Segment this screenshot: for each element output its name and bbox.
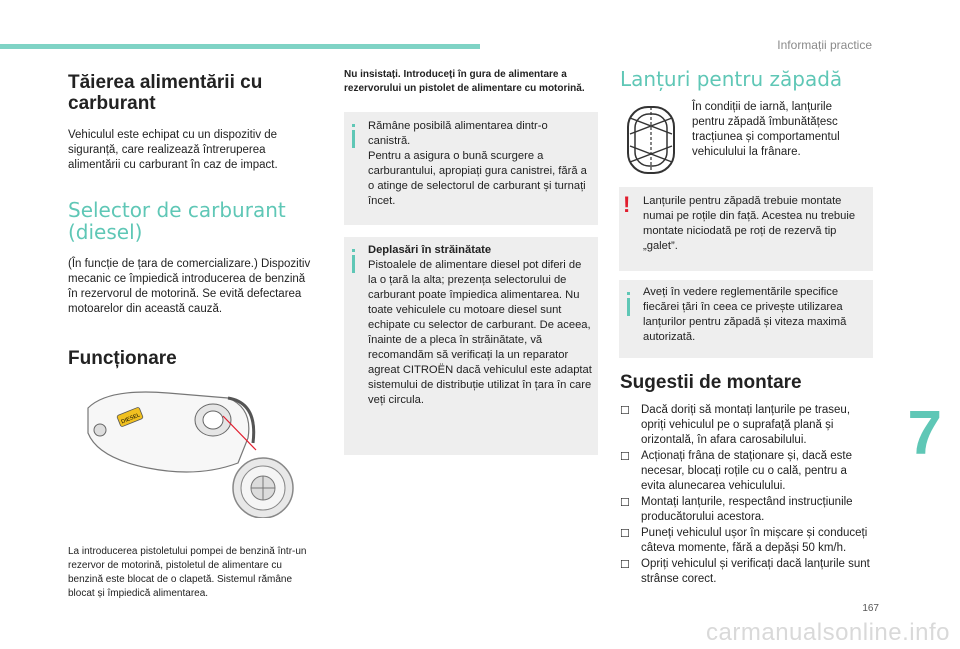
abroad-info-box [344,237,598,455]
operation-title: Funcționare [68,348,177,369]
important-note: Nu insistați. Introduceți în gura de alimentare a rezervorului un pistolet de alimentare cu motorină. [344,69,585,94]
checkbox-icon: ☐ [620,528,630,540]
warning-icon: ! [623,192,631,217]
list-item: ☐ Montați lanțurile, respectând instrucțiunile producătorului acestora. [620,496,853,523]
checkbox-icon: ☐ [620,451,630,463]
fuel-cutoff-title: Tăierea alimentării cu carburant [68,72,263,114]
page-number: 167 [862,603,879,614]
abroad-info-text: Pistoalele de alimentare diesel pot diferi de la o țară la alta; prezența selectorului de carburant poate împiedica alimentarea. Nu toate vehiculele cu motoare diesel sunt echipate cu selector de carburant. De aceea, înainte de a pleca în străinătate, vă recomandăm să verificați la un reparator agreat CITROËN dacă vehiculul este adaptat sistemului de distribuție utilizat în țara în care veți circula. [368,259,592,406]
chapter-number: 7 [907,399,942,468]
list-item: ☐ Puneți vehiculul ușor în mișcare și conduceți câteva momente, fără a depăși 50 km/h. [620,527,868,554]
fuel-cutoff-text: Vehiculul este echipat cu un dispozitiv de siguranță, care realizează întreruperea alimentării cu carburant în caz de impact. [68,129,278,171]
snow-chains-warning-text: Lanțurile pentru zăpadă trebuie montate numai pe roțile din față. Acestea nu trebuie montate niciodată pe roți de rezervă tip „galet”. [643,195,856,252]
illustration-caption: La introducerea pistoletului pompei de benzină într-un rezervor de motorină, pistoletul de alimentare cu benzină este blocat de o clapetă. Sistemul rămâne blocat și împiedică alimentarea. [68,546,307,599]
checkbox-icon: ☐ [620,559,630,571]
fuel-selector-text: (În funcție de țara de comercializare.) Dispozitiv mecanic ce împiedică introducerea de benzină în rezervorul de motorină. Se evită defectarea motoarelor din această cauză. [68,258,311,315]
mounting-tips-list [620,403,870,588]
checkbox-icon: ☐ [620,405,630,417]
regulations-info-text: Aveți în vedere reglementările specifice fiecărei țări în ceea ce privește utilizarea lanțurilor pentru zăpadă și viteza maximă autorizată. [643,286,847,343]
info-icon-bar [352,130,355,148]
info-icon-dot [352,124,355,127]
fuel-selector-title: Selector de carburant (diesel) [68,198,286,244]
fuel-selector-illustration [78,388,308,518]
canister-info-text: Rămâne posibilă alimentarea dintr-o canistră. Pentru a asigura o bună scurgere a carburantului, apropiați gura canistrei, fără a o atinge de selectorul de carburant și turnați încet. [368,120,587,207]
snow-chain-icon [622,104,680,176]
info-icon-dot [627,292,630,295]
list-item: ☐ Dacă doriți să montați lanțurile pe traseu, opriți vehiculul pe o suprafață plană și orizontală, în afara carosabilului. [620,404,851,446]
canister-info-box [344,112,598,225]
diesel-tag-label: DIESEL [120,412,141,426]
regulations-info-box [619,280,873,358]
section-label: Informații practice [777,38,872,52]
info-icon-dot [352,249,355,252]
mounting-tips-title: Sugestii de montare [620,372,802,393]
abroad-info-title: Deplasări în străinătate [368,244,492,256]
watermark: carmanualsonline.info [706,619,950,646]
snow-chains-intro: În condiții de iarnă, lanțurile pentru zăpadă îmbunătățesc tracțiunea și comportamentul vehiculului la frânare. [692,101,840,158]
top-accent-bar [0,44,480,49]
left-column [68,72,313,317]
checkbox-icon: ☐ [620,497,630,509]
info-icon-bar [627,298,630,316]
list-item: ☐ Acționați frâna de staționare și, dacă este necesar, blocați roțile cu o cală, pentru a evita alunecarea vehiculului. [620,450,852,492]
snow-chains-warning-box [619,187,873,271]
list-item: ☐ Opriți vehiculul și verificați dacă lanțurile sunt strânse corect. [620,558,870,585]
snow-chains-title: Lanțuri pentru zăpadă [620,67,843,91]
info-icon-bar [352,255,355,273]
